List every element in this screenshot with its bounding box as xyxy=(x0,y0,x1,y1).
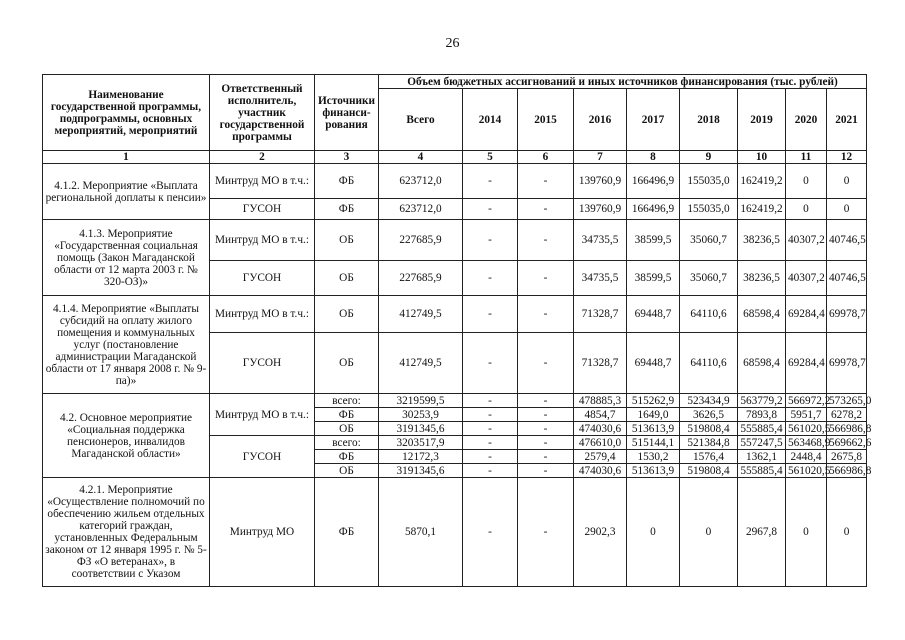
value-cell: 515144,1 xyxy=(627,436,680,450)
value-cell: - xyxy=(518,199,574,220)
header-year-2021: 2021 xyxy=(827,89,867,151)
value-cell: 35060,7 xyxy=(680,261,738,296)
value-cell: 38599,5 xyxy=(627,220,680,261)
source-cell: ОБ xyxy=(315,220,379,261)
program-item-name: 4.1.2. Мероприятие «Выплата региональной доплаты к пенсии» xyxy=(43,164,210,220)
value-cell: 69284,4 xyxy=(786,333,827,394)
total-cell: 412749,5 xyxy=(379,333,463,394)
value-cell: - xyxy=(463,464,518,478)
value-cell: 155035,0 xyxy=(680,199,738,220)
value-cell: 478885,3 xyxy=(574,394,627,408)
value-cell: 139760,9 xyxy=(574,199,627,220)
col-number: 4 xyxy=(379,151,463,164)
value-cell: - xyxy=(518,408,574,422)
value-cell: 557247,5 xyxy=(738,436,786,450)
source-cell: ОБ xyxy=(315,464,379,478)
value-cell: - xyxy=(463,164,518,199)
value-cell: - xyxy=(463,199,518,220)
value-cell: 7893,8 xyxy=(738,408,786,422)
value-cell: 555885,4 xyxy=(738,464,786,478)
source-cell: ОБ xyxy=(315,296,379,333)
value-cell: 569662,6 xyxy=(827,436,867,450)
value-cell: 69978,7 xyxy=(827,296,867,333)
source-cell: ФБ xyxy=(315,450,379,464)
value-cell: 40307,2 xyxy=(786,261,827,296)
value-cell: 573265,0 xyxy=(827,394,867,408)
program-item-name: 4.1.4. Мероприятие «Выплаты субсидий на оплату жилого помещения и коммунальных услуг (постановление администрации Магаданской области от 17 января 2008 г. № 9-па)» xyxy=(43,296,210,394)
value-cell: 0 xyxy=(827,164,867,199)
value-cell: 64110,6 xyxy=(680,333,738,394)
value-cell: 38236,5 xyxy=(738,261,786,296)
value-cell: 566972,2 xyxy=(786,394,827,408)
value-cell: 474030,6 xyxy=(574,422,627,436)
value-cell: 513613,9 xyxy=(627,464,680,478)
program-item-name: 4.1.3. Мероприятие «Государственная социальная помощь (Закон Магаданской области от 12 марта 2003 г. № 320-ОЗ)» xyxy=(43,220,210,296)
value-cell: 1576,4 xyxy=(680,450,738,464)
total-cell: 412749,5 xyxy=(379,296,463,333)
value-cell: 69284,4 xyxy=(786,296,827,333)
value-cell: 0 xyxy=(786,478,827,587)
value-cell: 0 xyxy=(786,199,827,220)
executor-cell: ГУСОН xyxy=(210,261,315,296)
value-cell: 561020,5 xyxy=(786,422,827,436)
value-cell: 561020,5 xyxy=(786,464,827,478)
value-cell: - xyxy=(463,422,518,436)
budget-table xyxy=(42,74,872,587)
col-number: 9 xyxy=(680,151,738,164)
table-row xyxy=(43,164,867,199)
table-row xyxy=(43,478,867,587)
value-cell: 566986,8 xyxy=(827,422,867,436)
value-cell: 38599,5 xyxy=(627,261,680,296)
value-cell: 71328,7 xyxy=(574,296,627,333)
value-cell: 523434,9 xyxy=(680,394,738,408)
total-cell: 227685,9 xyxy=(379,220,463,261)
value-cell: - xyxy=(463,478,518,587)
value-cell: 515262,9 xyxy=(627,394,680,408)
executor-cell: Минтруд МО в т.ч.: xyxy=(210,296,315,333)
total-cell: 3191345,6 xyxy=(379,422,463,436)
value-cell: 68598,4 xyxy=(738,333,786,394)
value-cell: - xyxy=(518,296,574,333)
value-cell: - xyxy=(463,408,518,422)
header-executor: Ответственный исполнитель, участник государственной программы xyxy=(210,75,315,151)
value-cell: - xyxy=(518,450,574,464)
value-cell: 5951,7 xyxy=(786,408,827,422)
value-cell: 2448,4 xyxy=(786,450,827,464)
value-cell: 69448,7 xyxy=(627,333,680,394)
executor-cell: Минтруд МО xyxy=(210,478,315,587)
value-cell: - xyxy=(518,333,574,394)
source-cell: всего: xyxy=(315,436,379,450)
value-cell: - xyxy=(463,333,518,394)
value-cell: - xyxy=(463,450,518,464)
value-cell: 69978,7 xyxy=(827,333,867,394)
source-cell: ФБ xyxy=(315,164,379,199)
column-numbers-row xyxy=(43,151,867,164)
executor-cell: ГУСОН xyxy=(210,333,315,394)
value-cell: 0 xyxy=(827,478,867,587)
executor-cell: ГУСОН xyxy=(210,199,315,220)
value-cell: 35060,7 xyxy=(680,220,738,261)
col-number: 6 xyxy=(518,151,574,164)
total-cell: 3191345,6 xyxy=(379,464,463,478)
header-budget-volume: Объем бюджетных ассигнований и иных источников финансирования (тыс. рублей) xyxy=(379,75,867,89)
col-number: 2 xyxy=(210,151,315,164)
value-cell: 71328,7 xyxy=(574,333,627,394)
value-cell: 155035,0 xyxy=(680,164,738,199)
col-number: 1 xyxy=(43,151,210,164)
total-cell: 3219599,5 xyxy=(379,394,463,408)
executor-cell: ГУСОН xyxy=(210,436,315,478)
source-cell: ОБ xyxy=(315,333,379,394)
value-cell: 40746,5 xyxy=(827,220,867,261)
header-program-name: Наименование государственной программы, подпрограммы, основных мероприятий, мероприятий xyxy=(43,75,210,151)
value-cell: 519808,4 xyxy=(680,422,738,436)
program-item-name: 4.2.1. Мероприятие «Осуществление полномочий по обеспечению жильем отдельных категорий граждан, установленных Федеральным законом от 12 января 1995 г. № 5-ФЗ «О ветеранах», в соответствии с Указом xyxy=(43,478,210,587)
header-year-2019: 2019 xyxy=(738,89,786,151)
value-cell: 6278,2 xyxy=(827,408,867,422)
header-year-2014: 2014 xyxy=(463,89,518,151)
executor-cell: Минтруд МО в т.ч.: xyxy=(210,220,315,261)
value-cell: - xyxy=(518,478,574,587)
source-cell: ОБ xyxy=(315,261,379,296)
total-cell: 623712,0 xyxy=(379,164,463,199)
table-row xyxy=(43,394,867,408)
value-cell: 566986,8 xyxy=(827,464,867,478)
value-cell: - xyxy=(518,164,574,199)
value-cell: 40746,5 xyxy=(827,261,867,296)
value-cell: - xyxy=(518,436,574,450)
value-cell: - xyxy=(518,394,574,408)
value-cell: 0 xyxy=(827,199,867,220)
col-number: 3 xyxy=(315,151,379,164)
header-total: Всего xyxy=(379,89,463,151)
value-cell: - xyxy=(463,436,518,450)
total-cell: 227685,9 xyxy=(379,261,463,296)
value-cell: 476610,0 xyxy=(574,436,627,450)
value-cell: 34735,5 xyxy=(574,220,627,261)
executor-cell: Минтруд МО в т.ч.: xyxy=(210,394,315,436)
value-cell: - xyxy=(463,296,518,333)
total-cell: 5870,1 xyxy=(379,478,463,587)
value-cell: 162419,2 xyxy=(738,199,786,220)
value-cell: 0 xyxy=(680,478,738,587)
value-cell: 513613,9 xyxy=(627,422,680,436)
source-cell: всего: xyxy=(315,394,379,408)
value-cell: 40307,2 xyxy=(786,220,827,261)
value-cell: 68598,4 xyxy=(738,296,786,333)
executor-cell: Минтруд МО в т.ч.: xyxy=(210,164,315,199)
value-cell: 1530,2 xyxy=(627,450,680,464)
value-cell: - xyxy=(463,220,518,261)
value-cell: - xyxy=(463,261,518,296)
value-cell: 166496,9 xyxy=(627,199,680,220)
value-cell: 519808,4 xyxy=(680,464,738,478)
table-row xyxy=(43,220,867,261)
header-year-2015: 2015 xyxy=(518,89,574,151)
value-cell: 2967,8 xyxy=(738,478,786,587)
value-cell: - xyxy=(518,422,574,436)
value-cell: - xyxy=(463,394,518,408)
value-cell: 563779,2 xyxy=(738,394,786,408)
header-funding-source: Источники финанси-рования xyxy=(315,75,379,151)
value-cell: - xyxy=(518,464,574,478)
col-number: 12 xyxy=(827,151,867,164)
value-cell: 563468,9 xyxy=(786,436,827,450)
total-cell: 623712,0 xyxy=(379,199,463,220)
value-cell: 139760,9 xyxy=(574,164,627,199)
col-number: 7 xyxy=(574,151,627,164)
value-cell: 4854,7 xyxy=(574,408,627,422)
value-cell: 0 xyxy=(627,478,680,587)
col-number: 11 xyxy=(786,151,827,164)
total-cell: 12172,3 xyxy=(379,450,463,464)
col-number: 10 xyxy=(738,151,786,164)
value-cell: 69448,7 xyxy=(627,296,680,333)
value-cell: 1362,1 xyxy=(738,450,786,464)
header-year-2020: 2020 xyxy=(786,89,827,151)
program-item-name: 4.2. Основное мероприятие «Социальная поддержка пенсионеров, инвалидов Магаданской области» xyxy=(43,394,210,478)
value-cell: 162419,2 xyxy=(738,164,786,199)
header-year-2016: 2016 xyxy=(574,89,627,151)
header-year-2017: 2017 xyxy=(627,89,680,151)
header-row-1 xyxy=(43,75,867,89)
table-row xyxy=(43,296,867,333)
value-cell: 1649,0 xyxy=(627,408,680,422)
total-cell: 3203517,9 xyxy=(379,436,463,450)
source-cell: ФБ xyxy=(315,199,379,220)
value-cell: 64110,6 xyxy=(680,296,738,333)
source-cell: ФБ xyxy=(315,478,379,587)
value-cell: 2579,4 xyxy=(574,450,627,464)
header-year-2018: 2018 xyxy=(680,89,738,151)
source-cell: ОБ xyxy=(315,422,379,436)
value-cell: 2675,8 xyxy=(827,450,867,464)
value-cell: 38236,5 xyxy=(738,220,786,261)
value-cell: 34735,5 xyxy=(574,261,627,296)
page-number: 26 xyxy=(445,36,460,51)
col-number: 5 xyxy=(463,151,518,164)
value-cell: - xyxy=(518,220,574,261)
value-cell: 3626,5 xyxy=(680,408,738,422)
value-cell: - xyxy=(518,261,574,296)
value-cell: 166496,9 xyxy=(627,164,680,199)
value-cell: 555885,4 xyxy=(738,422,786,436)
value-cell: 2902,3 xyxy=(574,478,627,587)
source-cell: ФБ xyxy=(315,408,379,422)
col-number: 8 xyxy=(627,151,680,164)
value-cell: 474030,6 xyxy=(574,464,627,478)
total-cell: 30253,9 xyxy=(379,408,463,422)
value-cell: 521384,8 xyxy=(680,436,738,450)
value-cell: 0 xyxy=(786,164,827,199)
